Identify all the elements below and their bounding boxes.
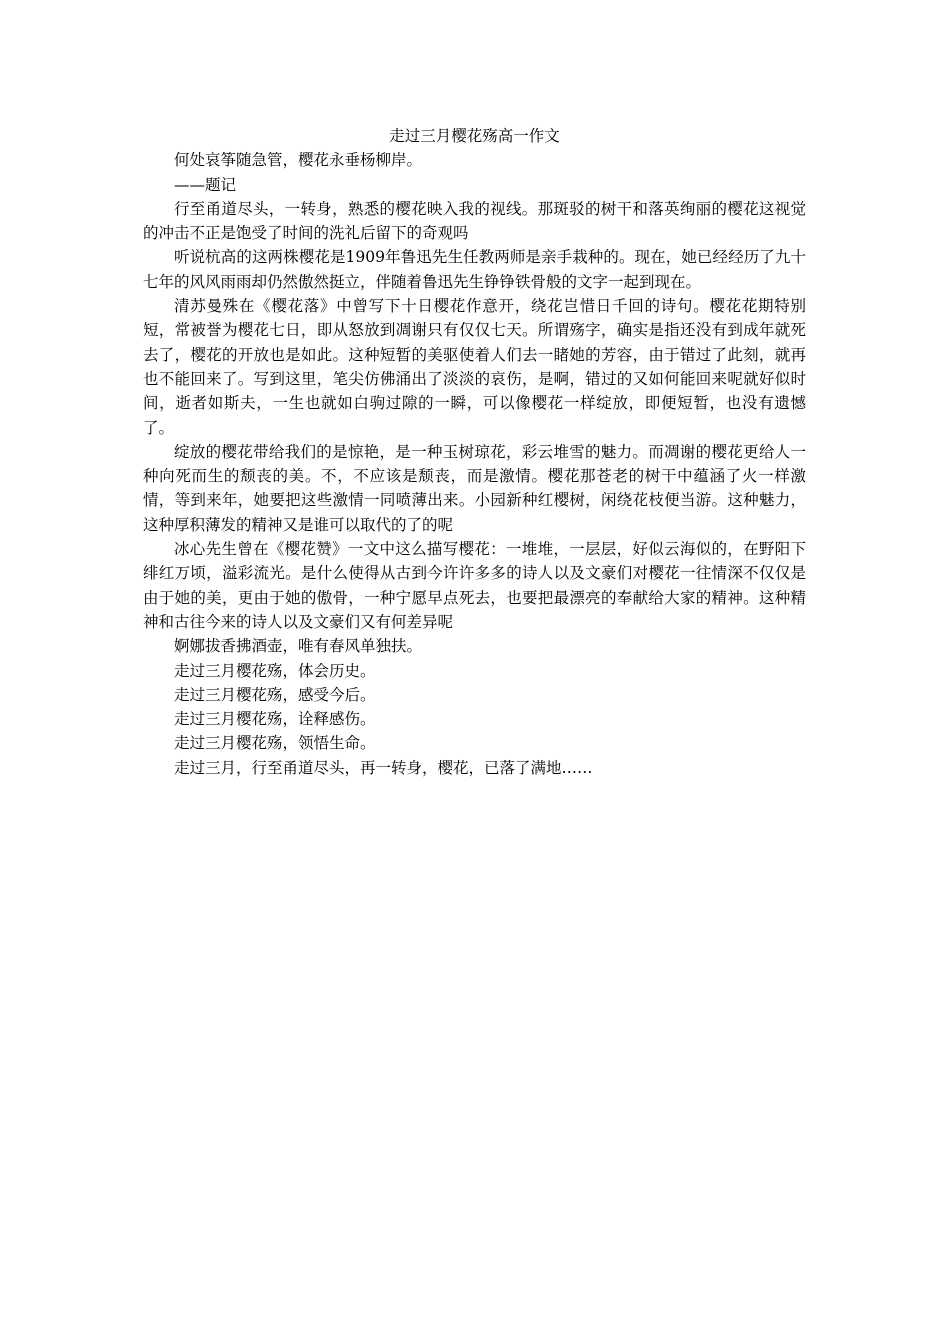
- paragraph-epigraph: 何处哀筝随急管，樱花永垂杨柳岸。: [174, 151, 423, 170]
- paragraph-closing: 走过三月，行至甬道尽头，再一转身，樱花，已落了满地……: [174, 758, 593, 777]
- paragraph: 清苏曼殊在《樱花落》中曾写下十日樱花作意开，绕花岂惜日千回的诗句。樱花花期特别短，常被誉为樱花七日，即从怒放到凋谢只有仅仅七天。所谓殇字，确实是指还没有到成年就死去了，樱花的开放也是如此。这种短暂的美驱使着人们去一睹她的芳容，由于错过了此刻，就再也不能回来了。写到这里，笔尖仿佛涌出了淡淡的哀伤，是啊，错过的又如何能回来呢就好似时间，逝者如斯夫，一生也就如白驹过隙的一瞬，可以像樱花一样绽放，即便短暂，也没有遗憾了。: [143, 297, 806, 437]
- paragraph: 听说杭高的这两株樱花是1909年鲁迅先生任教两师是亲手栽种的。现在，她已经经历了九十七年的风风雨雨却仍然傲然挺立，伴随着鲁迅先生铮铮铁骨般的文字一起到现在。: [143, 248, 806, 291]
- paragraph: 冰心先生曾在《樱花赞》一文中这么描写樱花：一堆堆，一层层，好似云海似的，在野阳下绯红万顷，溢彩流光。是什么使得从古到今许许多多的诗人以及文豪们对樱花一往情深不仅仅是由于她的美，更由于她的傲骨，一种宁愿早点死去，也要把最漂亮的奉献给大家的精神。这种精神和古往今来的诗人以及文豪们又有何差异呢: [143, 540, 806, 631]
- document-page: [143, 124, 806, 780]
- paragraph: 走过三月樱花殇，诠释感伤。: [174, 710, 376, 729]
- paragraph: 行至甬道尽头，一转身，熟悉的樱花映入我的视线。那斑驳的树干和落英绚丽的樱花这视觉的冲击不正是饱受了时间的洗礼后留下的奇观吗: [143, 199, 806, 243]
- paragraph: 绽放的樱花带给我们的是惊艳，是一种玉树琼花，彩云堆雪的魅力。而凋谢的樱花更给人一种向死而生的颓丧的美。不，不应该是颓丧，而是激情。樱花那苍老的树干中蕴涵了火一样激情，等到来年，她要把这些激情一同喷薄出来。小园新种红樱树，闲绕花枝便当游。这种魅力，这种厚积薄发的精神又是谁可以取代的了的呢: [143, 442, 806, 534]
- paragraph: 走过三月樱花殇，体会历史。: [174, 661, 376, 680]
- paragraph: 走过三月樱花殇，领悟生命。: [174, 734, 376, 753]
- paragraph-epigraph-attribution: ——题记: [174, 175, 237, 194]
- document-title: 走过三月樱花殇高一作文: [389, 127, 560, 145]
- paragraph: 婀娜拔香拂酒壶，唯有春风单独扶。: [174, 637, 423, 656]
- paragraph: 走过三月樱花殇，感受今后。: [174, 685, 376, 704]
